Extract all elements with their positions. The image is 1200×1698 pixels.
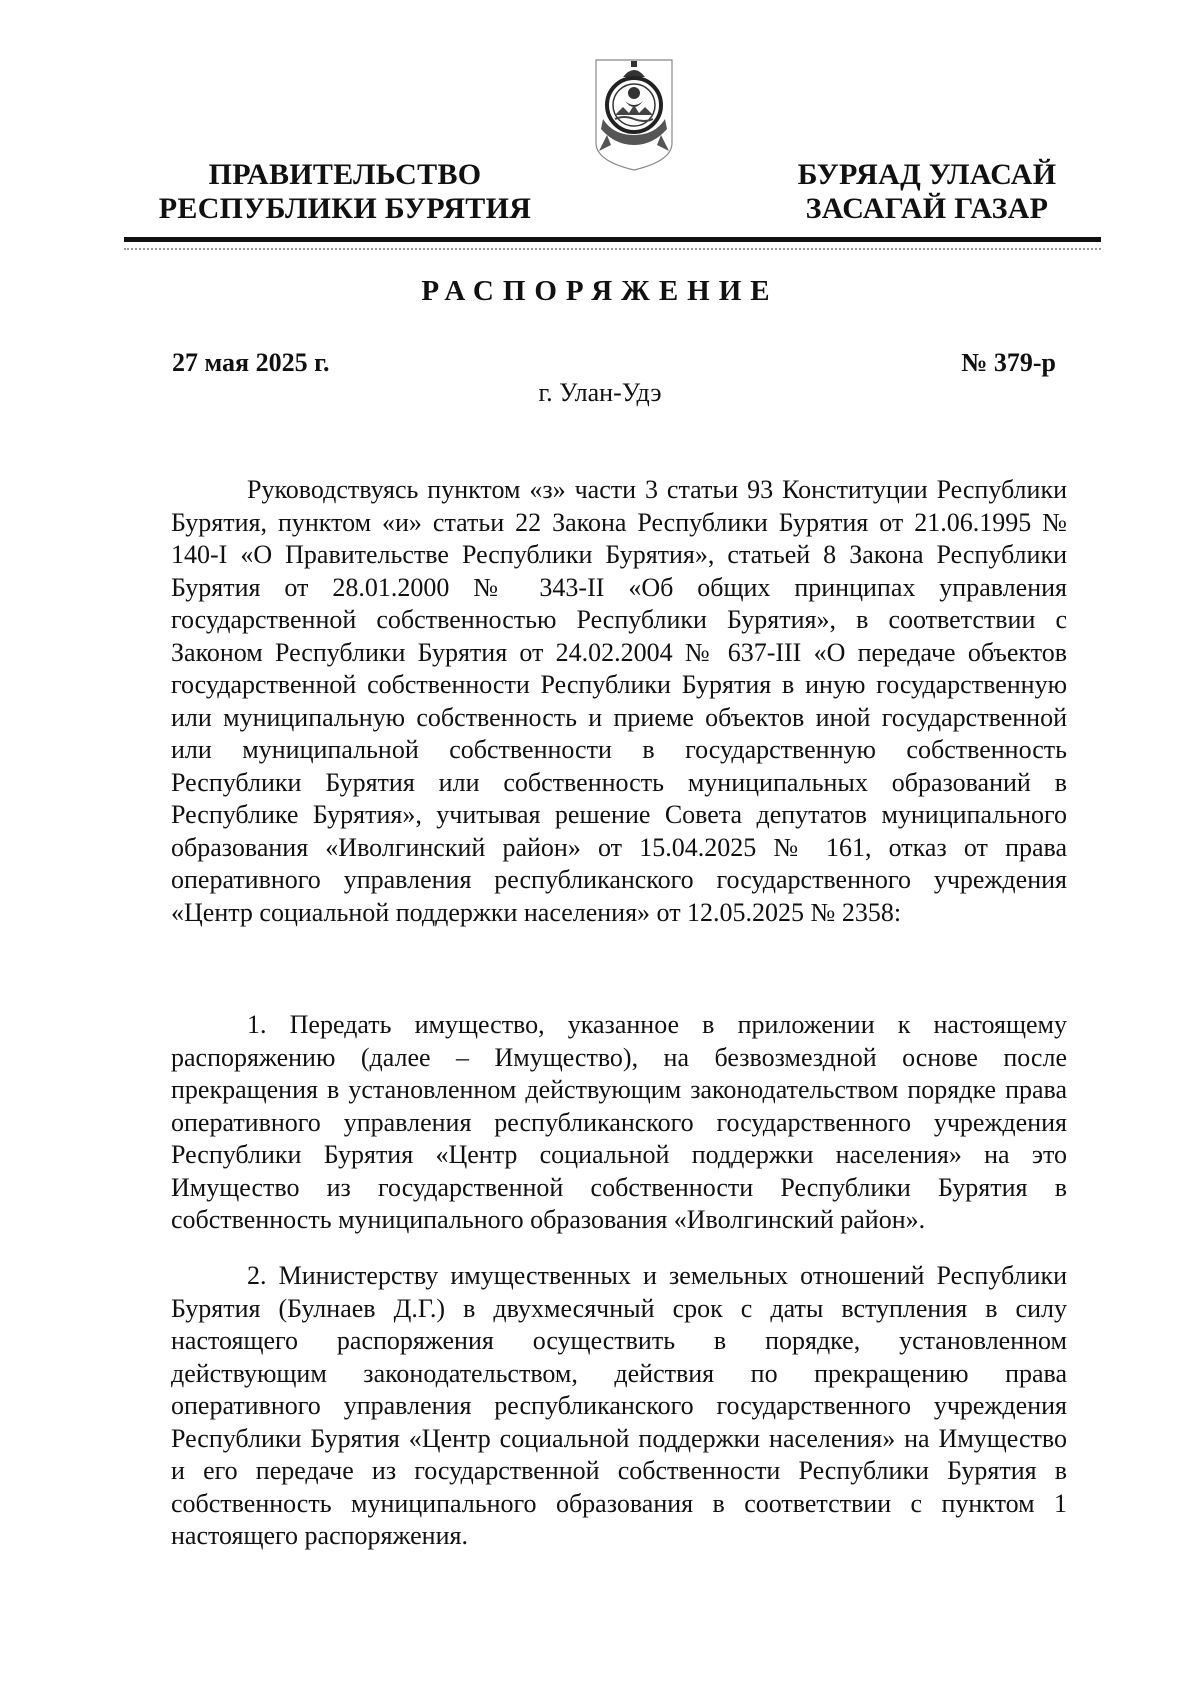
document-city: г. Улан-Удэ <box>538 378 662 407</box>
document-number: № 379-р <box>961 348 1056 377</box>
body-paragraph-item-2 <box>171 1260 1067 1553</box>
paragraph-text: Руководствуясь пунктом «з» части 3 статьи 93 Конституции Республики Бурятия, пунктом «и» статьи 22 Закона Республики Бурятия от 21.06.1995 № 140-I «О Правительстве Республики Бурятия», статьей 8 Закона Республики Бурятия от 28.01.2000 № 343-II «Об общих принципах управления государственной собственностью Республики Бурятия», в соответствии с Законом Республики Бурятия от 24.02.2004 № 637-III «О передаче объектов государственной собственности Республики Бурятия в иную государственную или муниципальную собственность и приеме объектов иной государственной или муниципальной собственности в государственную собственность Республики Бурятия или собственность муниципальных образований в Республике Бурятия», учитывая решение Совета депутатов муниципального образования «Иволгинский район» от 15.04.2025 № 161, отказ от права оперативного управления республиканского государственного учреждения «Центр социальной поддержки населения» от 12.05.2025 № 2358: <box>171 475 1067 927</box>
org-name-russian-line1: ПРАВИТЕЛЬСТВО <box>208 158 482 191</box>
body-paragraph-item-1 <box>171 1009 1067 1237</box>
org-name-buryat-line1: БУРЯАД УЛАСАЙ <box>797 158 1057 191</box>
paragraph-text: 2. Министерству имущественных и земельных отношений Республики Бурятия (Булнаев Д.Г.) в двухмесячный срок с даты вступления в силу настоящего распоряжения осуществить в порядке, установленном действующим законодательством, действия по прекращению права оперативного управления республиканского государственного учреждения Республики Бурятия «Центр социальной поддержки населения» на Имущество и его передаче из государственной собственности Республики Бурятия в собственность муниципального образования в соответствии с пунктом 1 настоящего распоряжения. <box>171 1261 1067 1550</box>
org-name-russian-line2: РЕСПУБЛИКИ БУРЯТИЯ <box>158 192 532 225</box>
document-type-title: РАСПОРЯЖЕНИЕ <box>421 275 779 307</box>
org-name-buryat-line2: ЗАСАГАЙ ГАЗАР <box>805 192 1049 225</box>
org-name-buryat <box>727 158 1127 226</box>
document-date: 27 мая 2025 г. <box>172 348 330 377</box>
header-divider-thin <box>124 248 1101 250</box>
paragraph-text: 1. Передать имущество, указанное в приложении к настоящему распоряжению (далее – Имущество), на безвозмездной основе после прекращения в установленном действующим законодательством порядке права оперативного управления республиканского государственного учреждения Республики Бурятия «Центр социальной поддержки населения» на это Имущество из государственной собственности Республики Бурятия в собственность муниципального образования «Иволгинский район». <box>171 1010 1067 1234</box>
coat-of-arms-icon <box>593 57 675 172</box>
body-paragraph-preamble <box>171 474 1067 929</box>
org-name-russian <box>145 158 545 226</box>
header-divider-thick <box>124 237 1101 242</box>
